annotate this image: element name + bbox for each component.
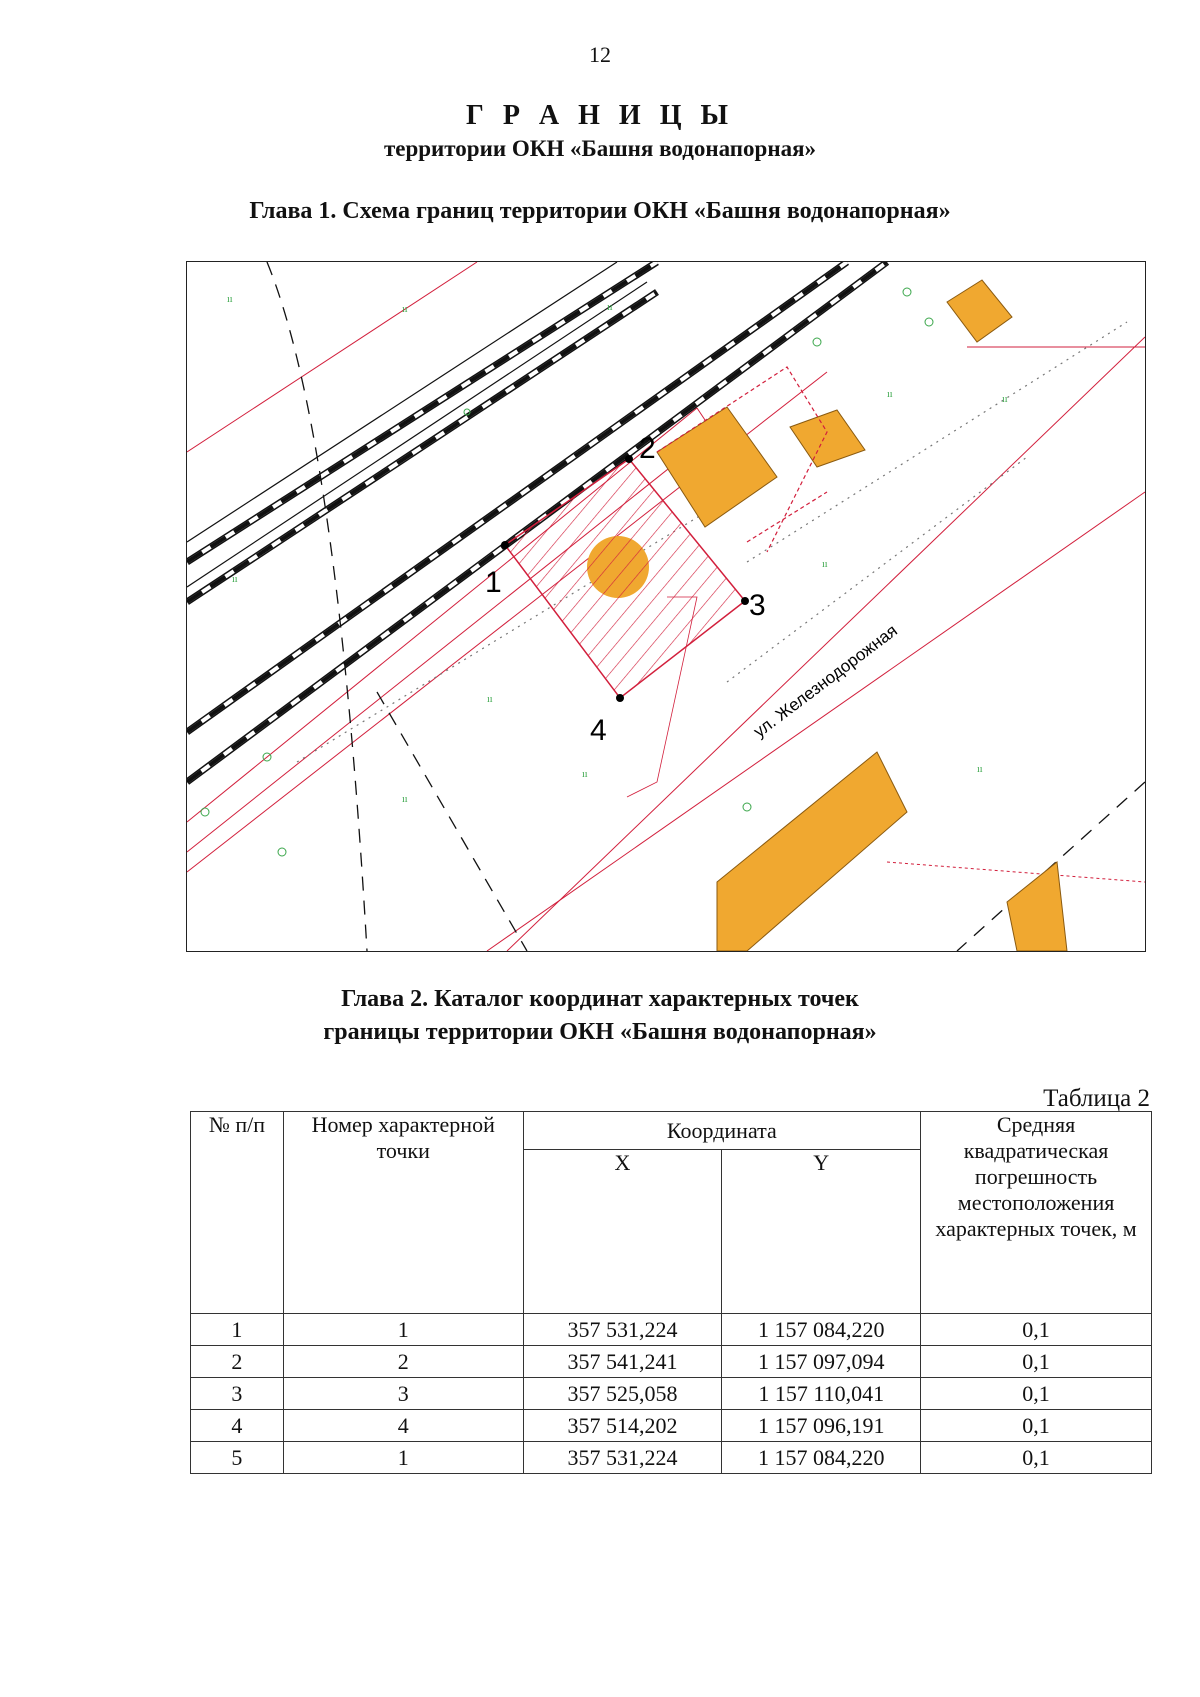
- svg-text:ıı: ıı: [887, 389, 893, 400]
- cell-x: 357 525,058: [523, 1378, 722, 1410]
- cell-error: 0,1: [921, 1442, 1152, 1474]
- table-row: [191, 1346, 1152, 1378]
- cell-y: 1 157 097,094: [722, 1346, 921, 1378]
- cell-num: 2: [191, 1346, 284, 1378]
- table-row: [191, 1442, 1152, 1474]
- header-x: X: [523, 1150, 722, 1314]
- header-y: Y: [722, 1150, 921, 1314]
- cell-num: 3: [191, 1378, 284, 1410]
- point-label-4: 4: [590, 714, 607, 747]
- svg-text:ıı: ıı: [227, 294, 233, 305]
- page-title: Г Р А Н И Ц Ы: [466, 100, 734, 131]
- point-label-2: 2: [639, 432, 656, 465]
- page-subtitle: территории ОКН «Башня водонапорная»: [383, 136, 817, 161]
- svg-text:ıı: ıı: [582, 769, 588, 780]
- cell-y: 1 157 110,041: [722, 1378, 921, 1410]
- cell-y: 1 157 084,220: [722, 1442, 921, 1474]
- table-row: [191, 1378, 1152, 1410]
- cell-point: 1: [283, 1314, 523, 1346]
- cell-error: 0,1: [921, 1314, 1152, 1346]
- header-error: Средняя квадратическая погрешность местоположения характерных точек, м: [921, 1112, 1152, 1314]
- svg-text:ıı: ıı: [487, 694, 493, 705]
- chapter2-line2: границы территории ОКН «Башня водонапорная»: [323, 1019, 877, 1045]
- cell-x: 357 531,224: [523, 1442, 722, 1474]
- svg-text:ıı: ıı: [822, 559, 828, 570]
- cell-point: 1: [283, 1442, 523, 1474]
- header-point: Номер характерной точки: [283, 1112, 523, 1314]
- cell-x: 357 541,241: [523, 1346, 722, 1378]
- coordinates-table: [190, 1111, 1152, 1474]
- table-row: [191, 1410, 1152, 1442]
- cell-num: 5: [191, 1442, 284, 1474]
- svg-text:ıı: ıı: [1002, 394, 1008, 405]
- header-num: № п/п: [191, 1112, 284, 1314]
- chapter2-line1: Глава 2. Каталог координат характерных точек: [341, 986, 859, 1012]
- cell-error: 0,1: [921, 1378, 1152, 1410]
- svg-text:ıı: ıı: [607, 302, 613, 313]
- cell-num: 1: [191, 1314, 284, 1346]
- table-label: Таблица 2: [1043, 1085, 1150, 1112]
- cell-y: 1 157 084,220: [722, 1314, 921, 1346]
- cell-x: 357 514,202: [523, 1410, 722, 1442]
- cell-error: 0,1: [921, 1410, 1152, 1442]
- svg-text:ıı: ıı: [232, 574, 238, 585]
- cell-point: 2: [283, 1346, 523, 1378]
- point-label-3: 3: [749, 589, 766, 622]
- boundary-map: [186, 261, 1146, 952]
- header-coord: Координата: [523, 1112, 921, 1150]
- chapter2-heading: [0, 983, 1200, 1049]
- svg-text:ıı: ıı: [402, 794, 408, 805]
- cell-num: 4: [191, 1410, 284, 1442]
- svg-text:ıı: ıı: [402, 304, 408, 315]
- cell-x: 357 531,224: [523, 1314, 722, 1346]
- street-label: ул. Железнодорожная: [749, 620, 901, 742]
- svg-text:ıı: ıı: [977, 764, 983, 775]
- cell-y: 1 157 096,191: [722, 1410, 921, 1442]
- cell-point: 4: [283, 1410, 523, 1442]
- cell-error: 0,1: [921, 1346, 1152, 1378]
- table-row: [191, 1314, 1152, 1346]
- page-number: 12: [589, 42, 611, 67]
- chapter1-heading: Глава 1. Схема границ территории ОКН «Башня водонапорная»: [249, 198, 951, 224]
- cell-point: 3: [283, 1378, 523, 1410]
- point-label-1: 1: [485, 566, 502, 599]
